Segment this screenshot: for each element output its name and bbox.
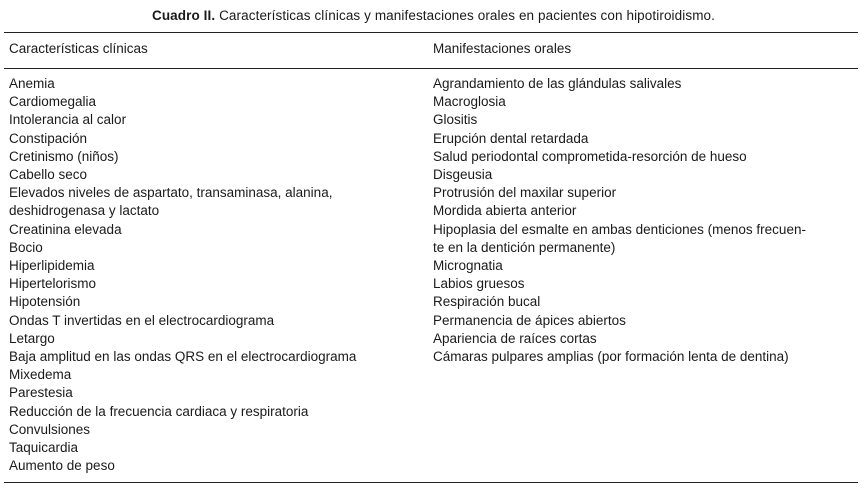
oral-manifestations-list bbox=[433, 75, 858, 366]
top-rule bbox=[4, 32, 858, 33]
list-item: Anemia bbox=[9, 76, 55, 91]
list-item: Elevados niveles de aspartato, transaminasa, alanina, deshidrogenasa y lactato bbox=[9, 185, 333, 219]
bottom-rule bbox=[4, 482, 858, 483]
list-item: Mixedema bbox=[9, 367, 72, 383]
list-item: Reducción de la frecuencia cardiaca y respiratoria bbox=[9, 403, 309, 419]
list-item: Protrusión del maxilar superior bbox=[433, 185, 617, 201]
list-item: Agrandamiento de las glándulas salivales bbox=[433, 76, 682, 91]
list-item: Glositis bbox=[433, 112, 478, 128]
column-header-clinical: Características clínicas bbox=[9, 41, 148, 56]
list-item: Convulsiones bbox=[9, 421, 91, 437]
list-item: Cabello seco bbox=[9, 167, 88, 183]
list-item: Hipotensión bbox=[9, 294, 81, 310]
list-item: Bocio bbox=[9, 239, 43, 255]
list-item: Parestesia bbox=[9, 385, 73, 401]
column-header-oral: Manifestaciones orales bbox=[433, 41, 572, 56]
list-item: Baja amplitud en las ondas QRS en el electrocardiograma bbox=[9, 349, 357, 365]
list-item: Permanencia de ápices abiertos bbox=[433, 312, 626, 328]
list-item: Intolerancia al calor bbox=[9, 112, 127, 128]
list-item: Letargo bbox=[9, 330, 55, 346]
list-item: Respiración bucal bbox=[433, 294, 541, 310]
list-item: Hipertelorismo bbox=[9, 276, 97, 292]
list-item: Micrognatia bbox=[433, 258, 503, 274]
list-item: Ondas T invertidas en el electrocardiograma bbox=[9, 312, 275, 328]
list-item: Labios gruesos bbox=[433, 276, 525, 292]
list-item: Creatinina elevada bbox=[9, 221, 122, 237]
list-item: Hiperlipidemia bbox=[9, 258, 95, 274]
list-item: Cardiomegalia bbox=[9, 94, 97, 110]
list-item: Salud periodontal comprometida-resorción de hueso bbox=[433, 148, 747, 164]
list-item: Disgeusia bbox=[433, 167, 493, 183]
list-item: Mordida abierta anterior bbox=[433, 203, 577, 219]
table-caption-text: Características clínicas y manifestaciones orales en pacientes con hipotiroidismo. bbox=[215, 8, 716, 23]
list-item: Aumento de peso bbox=[9, 458, 115, 474]
table-caption-label: Cuadro II. bbox=[151, 8, 216, 23]
header-rule bbox=[4, 68, 858, 69]
list-item: Cámaras pulpares amplias (por formación lenta de dentina) bbox=[433, 349, 789, 365]
list-item: Macroglosia bbox=[433, 94, 506, 110]
table-caption bbox=[0, 7, 867, 24]
list-item: Cretinismo (niños) bbox=[9, 148, 119, 164]
list-item: Hipoplasia del esmalte en ambas denticiones (menos frecuen- te en la dentición permanente) bbox=[433, 221, 806, 255]
list-item: Apariencia de raíces cortas bbox=[433, 330, 597, 346]
list-item: Erupción dental retardada bbox=[433, 130, 589, 146]
list-item: Taquicardia bbox=[9, 440, 79, 456]
clinical-characteristics-list bbox=[9, 75, 424, 475]
list-item: Constipación bbox=[9, 130, 88, 146]
